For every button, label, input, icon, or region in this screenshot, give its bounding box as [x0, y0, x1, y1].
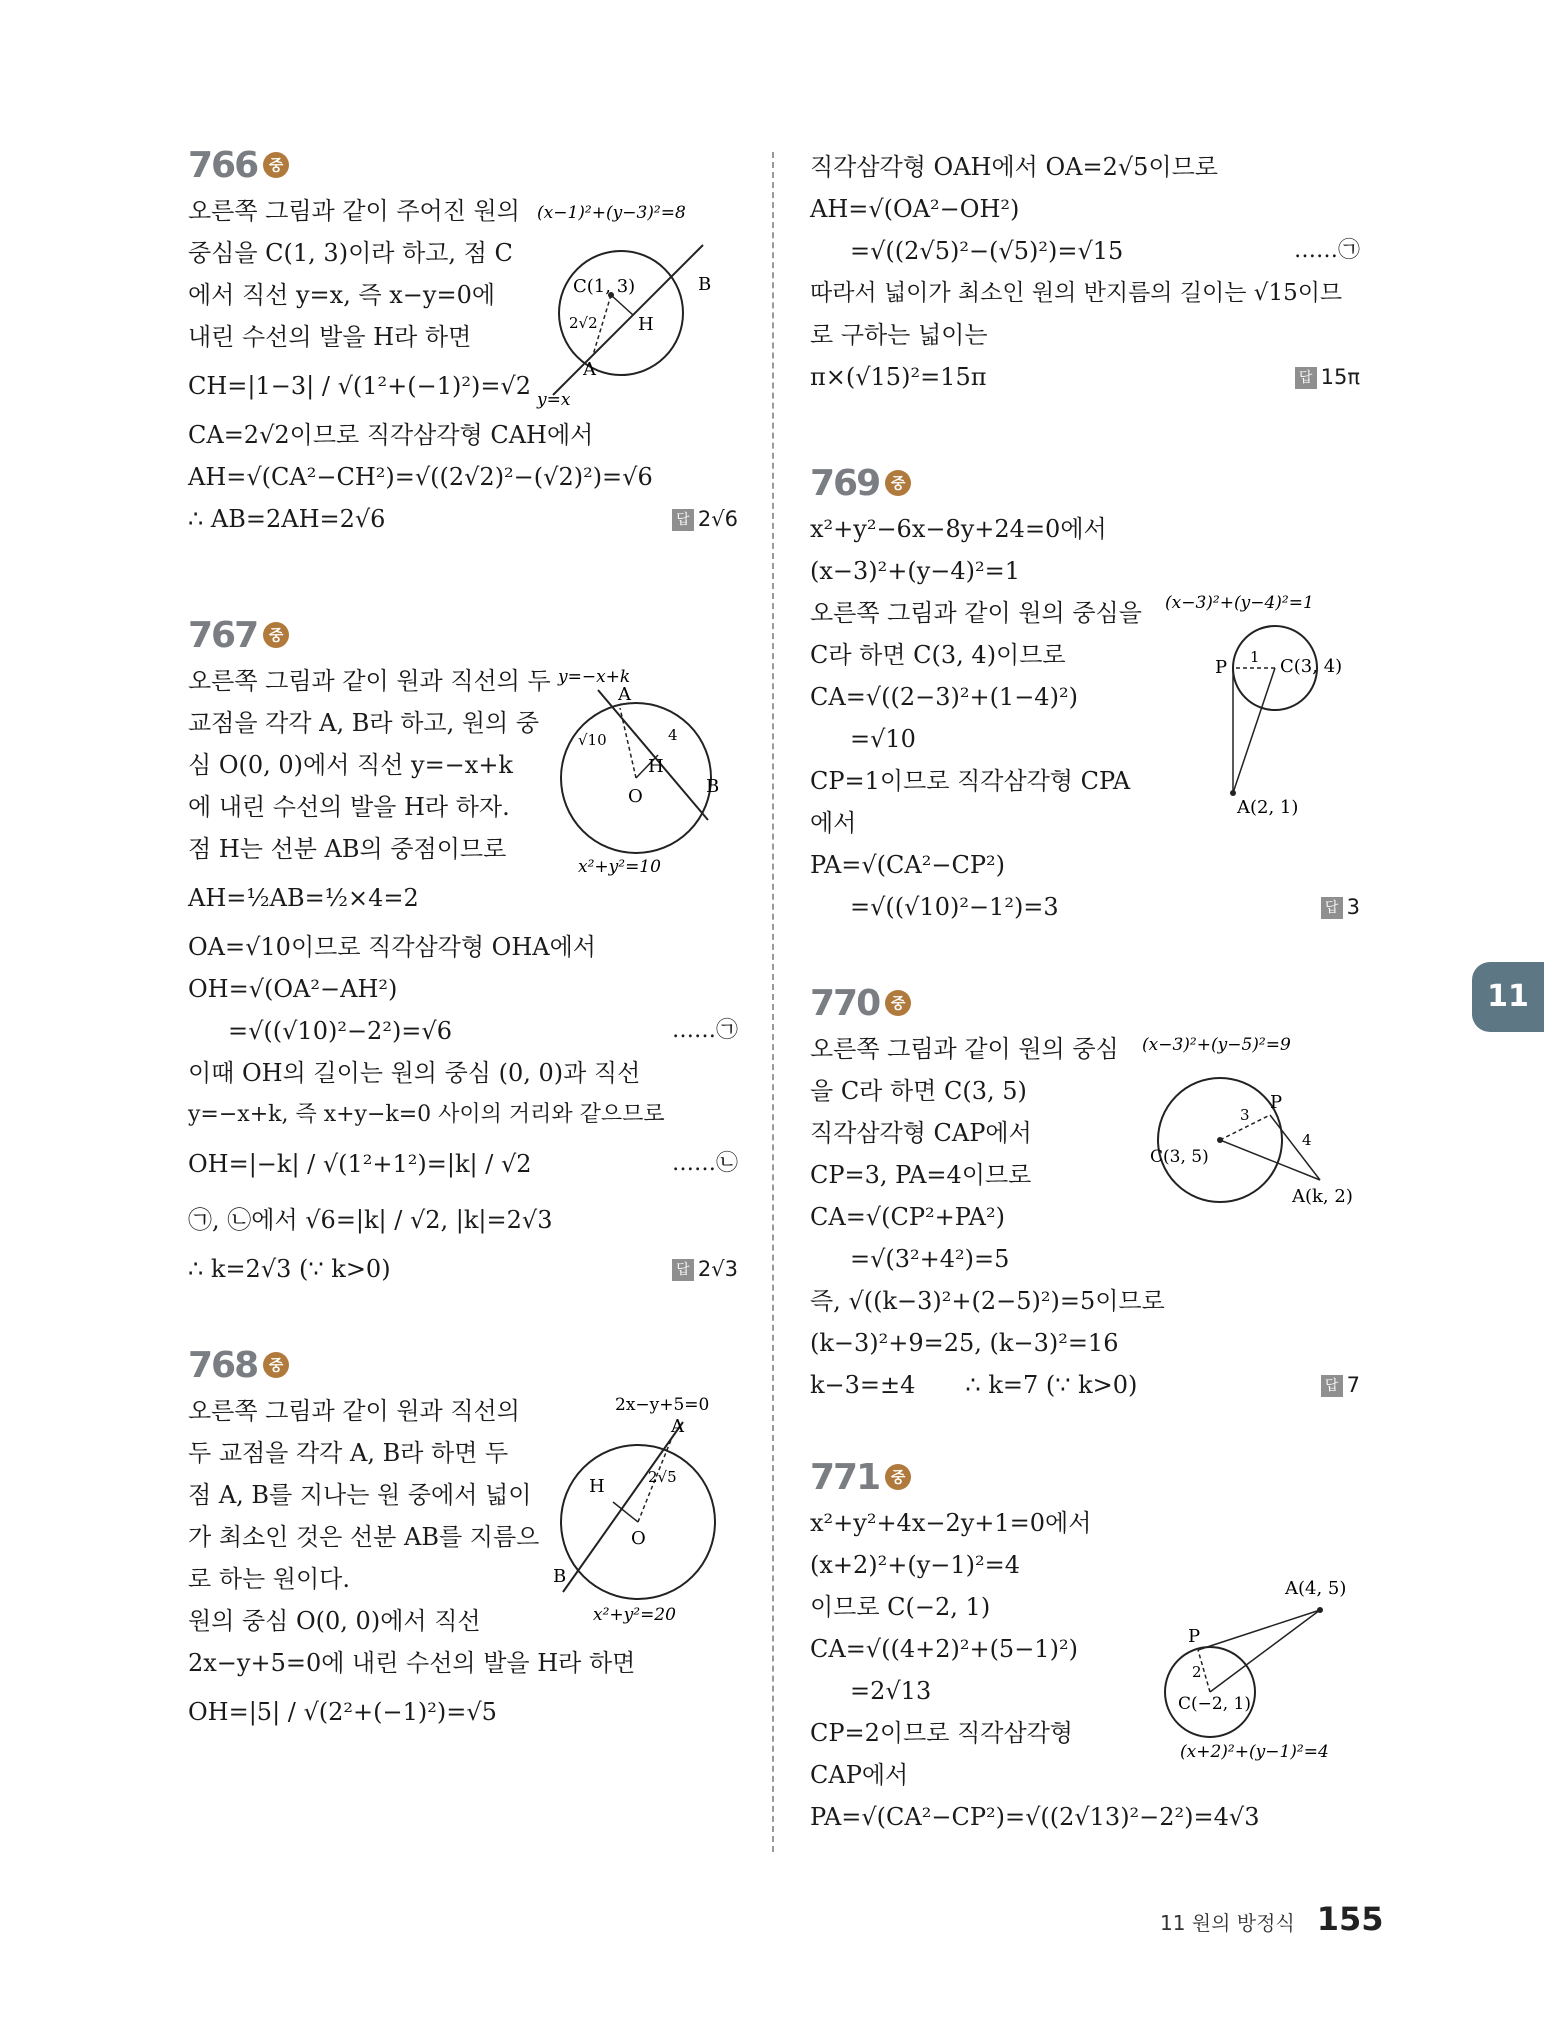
problem-771: [810, 1452, 1360, 1838]
problem-number: 769 중: [810, 458, 1360, 508]
problem-number: 770 중: [810, 978, 1360, 1028]
text-line: 에서 직선 y=x, 즉 x−y=0에: [188, 281, 496, 309]
text-line: AH=√(OA²−OH²): [810, 195, 1020, 223]
fig-a: A(2, 1): [1237, 797, 1299, 818]
fig-o: O: [631, 1528, 646, 1549]
fig-b: B: [553, 1566, 567, 1587]
chapter-title: 11 원의 방정식: [1160, 1911, 1295, 1935]
text-line: 오른쪽 그림과 같이 원과 직선의 두: [188, 667, 551, 695]
text-line: PA=√(CA²−CP²)=√((2√13)²−2²)=4√3: [810, 1803, 1260, 1831]
chapter-tab: 11: [1472, 962, 1544, 1032]
text-line: 오른쪽 그림과 같이 원의 중심을: [810, 599, 1142, 627]
text-line: =2√13: [850, 1677, 932, 1705]
text-line: 즉, √((k−3)²+(2−5)²)=5이므로: [810, 1287, 1165, 1315]
fig-o: O: [628, 786, 643, 807]
text-line: 교점을 각각 A, B라 하고, 원의 중: [188, 709, 540, 737]
text-line: 에 내린 수선의 발을 H라 하자.: [188, 793, 510, 821]
text-line: CA=√((2−3)²+(1−4)²): [810, 683, 1078, 711]
text-line: 직각삼각형 OAH에서 OA=2√5이므로: [810, 153, 1218, 181]
answer: 답 3: [1321, 886, 1360, 928]
difficulty-badge: 중: [263, 1352, 289, 1378]
text-line: CA=2√2이므로 직각삼각형 CAH에서: [188, 421, 594, 449]
text-line: =√10: [850, 725, 916, 753]
fig-c: C(−2, 1): [1178, 1694, 1251, 1714]
text-line: 따라서 넓이가 최소인 원의 반지름의 길이는 √15이므: [810, 280, 1343, 306]
problem-number: 768 중: [188, 1340, 738, 1390]
text-line: 로 하는 원이다.: [188, 1565, 350, 1593]
equation-mark: ……㉠: [1293, 238, 1360, 263]
fig-b: B: [706, 776, 720, 797]
fig-eq: x²+y²=10: [578, 857, 661, 877]
fig-three: 3: [1240, 1106, 1250, 1124]
fig-one: 1: [1250, 648, 1260, 666]
fig-b: B: [698, 274, 712, 295]
text-line: OH=|5| / √(2²+(−1)²)=√5: [188, 1698, 497, 1726]
text-line: CP=2이므로 직각삼각형: [810, 1719, 1073, 1747]
text-line: 오른쪽 그림과 같이 원의 중심: [810, 1035, 1119, 1063]
text-line: 점 A, B를 지나는 원 중에서 넓이: [188, 1481, 532, 1509]
fig-p: P: [1270, 1092, 1283, 1113]
fig-line: 2x−y+5=0: [615, 1395, 710, 1415]
text-line: 직각삼각형 CAP에서: [810, 1119, 1032, 1147]
fig-eq: (x−3)²+(y−4)²=1: [1165, 593, 1314, 613]
fig-line: y=−x+k: [558, 667, 631, 687]
text-line: 심 O(0, 0)에서 직선 y=−x+k: [188, 751, 513, 779]
fig-line: y=x: [537, 390, 571, 410]
text-line: =√((√10)²−1²)=3 답 3: [810, 886, 1360, 928]
text-line: CA=√((4+2)²+(5−1)²): [810, 1635, 1078, 1663]
problem-770: [810, 978, 1360, 1406]
text-line: x²+y²−6x−8y+24=0에서: [810, 515, 1107, 543]
column-divider: [772, 152, 774, 1852]
problem-768: [188, 1340, 738, 1740]
difficulty-badge: 중: [885, 990, 911, 1016]
text-line: 이때 OH의 길이는 원의 중심 (0, 0)과 직선: [188, 1059, 641, 1087]
fig-d: 4: [668, 726, 678, 744]
text-line: CAP에서: [810, 1761, 909, 1789]
problem-768-continued: [810, 146, 1360, 398]
equation-mark: ……㉠: [671, 1018, 738, 1043]
fig-c: C(1, 3): [573, 276, 636, 297]
fig-h: H: [648, 756, 664, 777]
text-line: OH=|−k| / √(1²+1²)=|k| / √2 ……㉡: [188, 1136, 738, 1192]
text-line: CP=1이므로 직각삼각형 CPA: [810, 767, 1131, 795]
fig-eq: (x+2)²+(y−1)²=4: [1180, 1742, 1329, 1762]
difficulty-badge: 중: [885, 470, 911, 496]
difficulty-badge: 중: [885, 1464, 911, 1490]
difficulty-badge: 중: [263, 622, 289, 648]
page-number: 155: [1316, 1900, 1384, 1938]
fig-a: A: [583, 359, 596, 380]
answer: 답 15π: [1295, 356, 1360, 398]
equation-mark: ……㉡: [671, 1151, 738, 1176]
text-line: ∴ AB=2AH=2√6 답 2√6: [188, 498, 738, 540]
fig-a: A(k, 2): [1292, 1186, 1353, 1207]
text-line: 두 교점을 각각 A, B라 하면 두: [188, 1439, 509, 1467]
answer: 답 2√3: [672, 1248, 738, 1290]
fig-p: P: [1188, 1626, 1201, 1647]
text-line: =√((√10)²−2²)=√6 ……㉠: [188, 1010, 738, 1052]
fig-eq: (x−1)²+(y−3)²=8: [537, 203, 686, 223]
text-line: AH=½AB=½×4=2: [188, 884, 419, 912]
text-line: OA=√10이므로 직각삼각형 OHA에서: [188, 933, 596, 961]
text-line: ∴ k=2√3 (∵ k>0) 답 2√3: [188, 1248, 738, 1290]
text-line: 가 최소인 것은 선분 AB를 지름으: [188, 1523, 540, 1551]
difficulty-badge: 중: [263, 152, 289, 178]
text-line: C라 하면 C(3, 4)이므로: [810, 641, 1066, 669]
text-line: 이므로 C(−2, 1): [810, 1593, 991, 1621]
text-line: =√((2√5)²−(√5)²)=√15 ……㉠: [810, 230, 1360, 272]
text-line: 중심을 C(1, 3)이라 하고, 점 C: [188, 239, 513, 267]
page-footer: [1160, 1900, 1384, 1938]
answer: 답 7: [1321, 1364, 1360, 1406]
text-line: 2x−y+5=0에 내린 수선의 발을 H라 하면: [188, 1649, 636, 1677]
text-line: 내린 수선의 발을 H라 하면: [188, 323, 472, 351]
fig-r: 2√2: [569, 314, 598, 332]
text-line: =√(3²+4²)=5: [850, 1245, 1010, 1273]
fig-p: P: [1215, 657, 1228, 678]
text-line: AH=√(CA²−CH²)=√((2√2)²−(√2)²)=√6: [188, 463, 653, 491]
text-line: ㉠, ㉡에서 √6=|k| / √2, |k|=2√3: [188, 1206, 553, 1234]
fig-a: A: [671, 1416, 684, 1437]
text-line: k−3=±4 ∴ k=7 (∵ k>0) 답 7: [810, 1364, 1360, 1406]
fig-four: 4: [1302, 1131, 1312, 1149]
text-line: CA=√(CP²+PA²): [810, 1203, 1005, 1231]
problem-767: [188, 610, 738, 1290]
problem-766: [188, 140, 738, 540]
text-line: 에서: [810, 809, 857, 837]
text-line: 오른쪽 그림과 같이 원과 직선의: [188, 1397, 520, 1425]
fig-c: C(3, 4): [1280, 656, 1343, 677]
text-line: 원의 중심 O(0, 0)에서 직선: [188, 1607, 481, 1635]
text-line: π×(√15)²=15π 답 15π: [810, 356, 1360, 398]
fig-a: A(4, 5): [1285, 1578, 1347, 1599]
text-line: (k−3)²+9=25, (k−3)²=16: [810, 1329, 1119, 1357]
fig-r: 2√5: [648, 1468, 677, 1486]
problem-number: 771 중: [810, 1452, 1360, 1502]
fig-h: H: [589, 1476, 605, 1497]
text-line: (x−3)²+(y−4)²=1: [810, 557, 1021, 585]
text-line: y=−x+k, 즉 x+y−k=0 사이의 거리와 같으므로: [188, 1102, 665, 1127]
fig-h: H: [638, 314, 654, 335]
answer: 답 2√6: [672, 498, 738, 540]
fig-r: √10: [578, 731, 607, 749]
text-line: 로 구하는 넓이는: [810, 321, 988, 349]
right-column: [810, 146, 1360, 1838]
fig-eq: (x−3)²+(y−5)²=9: [1142, 1035, 1291, 1055]
text-line: 을 C라 하면 C(3, 5): [810, 1077, 1027, 1105]
text-line: CP=3, PA=4이므로: [810, 1161, 1032, 1189]
problem-number: 767 중: [188, 610, 738, 660]
text-line: OH=√(OA²−AH²): [188, 975, 398, 1003]
fig-a: A: [618, 684, 631, 705]
fig-eq: x²+y²=20: [593, 1605, 676, 1625]
text-line: CH=|1−3| / √(1²+(−1)²)=√2: [188, 372, 531, 400]
left-column: [188, 140, 738, 1740]
fig-c: C(3, 5): [1150, 1147, 1209, 1167]
text-line: x²+y²+4x−2y+1=0에서: [810, 1509, 1092, 1537]
problem-number: 766 중: [188, 140, 738, 190]
text-line: PA=√(CA²−CP²): [810, 851, 1005, 879]
problem-769: [810, 458, 1360, 928]
text-line: 점 H는 선분 AB의 중점이므로: [188, 835, 507, 863]
text-line: 오른쪽 그림과 같이 주어진 원의: [188, 197, 520, 225]
text-line: (x+2)²+(y−1)²=4: [810, 1551, 1021, 1579]
fig-two: 2: [1192, 1663, 1202, 1681]
